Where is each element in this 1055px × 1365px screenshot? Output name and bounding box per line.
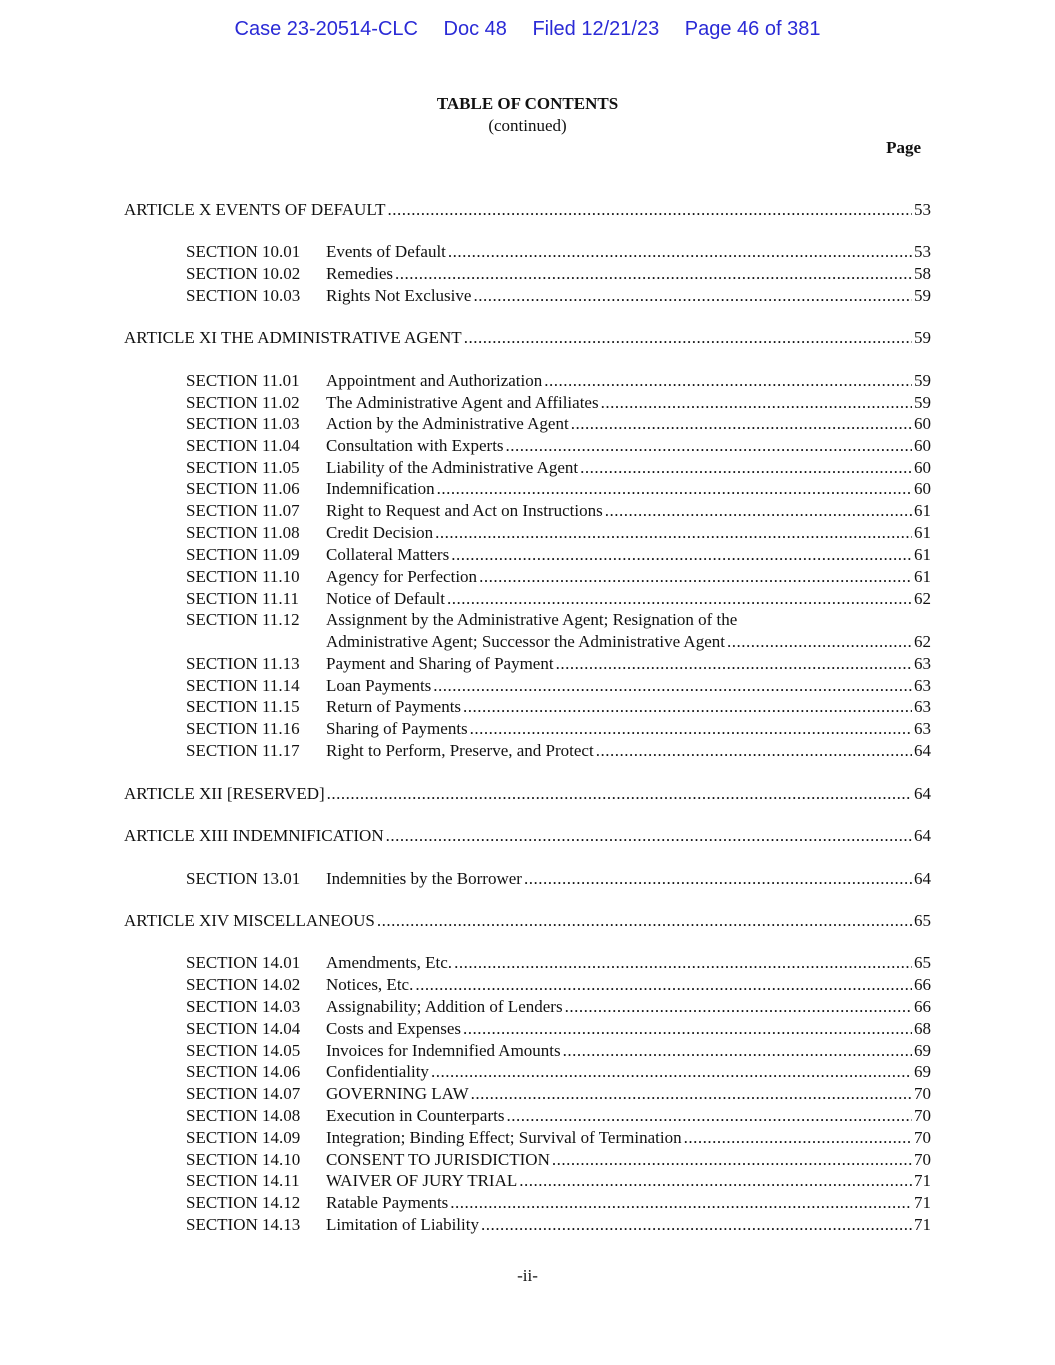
toc-section-row[interactable] — [186, 740, 931, 762]
toc-section-row[interactable] — [186, 1040, 931, 1062]
section-number: SECTION 11.15 — [186, 697, 300, 716]
article-title: ARTICLE X EVENTS OF DEFAULT — [124, 200, 386, 219]
dot-leader — [481, 1214, 912, 1236]
dot-leader — [601, 392, 912, 414]
section-title: Indemnification — [326, 479, 435, 498]
toc-section-row[interactable] — [186, 974, 931, 996]
dot-leader — [463, 696, 912, 718]
page-number: 69 — [914, 1041, 931, 1060]
section-number: SECTION 10.01 — [186, 242, 301, 261]
dot-leader — [388, 199, 912, 221]
page-number: 68 — [914, 1019, 931, 1038]
dot-leader — [470, 718, 912, 740]
section-number: SECTION 14.09 — [186, 1128, 301, 1147]
page-number: 62 — [914, 632, 931, 651]
dot-leader — [506, 1105, 912, 1127]
page-number: 65 — [914, 953, 931, 972]
section-number: SECTION 11.16 — [186, 719, 300, 738]
dot-leader — [506, 435, 912, 457]
section-title: The Administrative Agent and Affiliates — [326, 393, 599, 412]
dot-leader — [451, 544, 912, 566]
dot-leader — [437, 478, 912, 500]
section-number: SECTION 14.11 — [186, 1171, 300, 1190]
dot-leader — [433, 675, 912, 697]
dot-leader — [552, 1149, 912, 1171]
doc-number: Doc 48 — [443, 18, 507, 40]
page-number: 53 — [914, 242, 931, 261]
section-title: Appointment and Authorization — [326, 371, 543, 390]
section-number: SECTION 14.02 — [186, 975, 301, 994]
page-indicator: Page 46 of 381 — [684, 18, 821, 40]
dot-leader — [605, 500, 912, 522]
section-number: SECTION 11.03 — [186, 414, 300, 433]
section-number: SECTION 11.04 — [186, 436, 300, 455]
toc-article-row[interactable] — [124, 199, 931, 221]
toc-section-row[interactable] — [186, 241, 931, 263]
page-number: 53 — [914, 200, 931, 219]
dot-leader — [565, 996, 912, 1018]
article-title: ARTICLE XII [RESERVED] — [124, 784, 325, 803]
page-number: 66 — [914, 975, 931, 994]
dot-leader — [596, 740, 912, 762]
toc-title: TABLE OF CONTENTS — [436, 94, 619, 113]
section-number: SECTION 11.12 — [186, 610, 300, 629]
section-number: SECTION 14.13 — [186, 1215, 301, 1234]
page-number: 63 — [914, 719, 931, 738]
section-title: Notice of Default — [326, 589, 445, 608]
case-number: Case 23-20514-CLC — [234, 18, 418, 40]
page-number: 58 — [914, 264, 931, 283]
toc-section-row[interactable] — [186, 435, 931, 457]
section-title: Collateral Matters — [326, 545, 450, 564]
dot-leader — [415, 974, 912, 996]
dot-leader — [524, 868, 912, 890]
toc-section-row[interactable] — [186, 1192, 931, 1214]
toc-section-row[interactable] — [186, 996, 931, 1018]
section-title: GOVERNING LAW — [326, 1084, 469, 1103]
toc-section-row[interactable] — [186, 588, 931, 610]
section-title: Assignability; Addition of Lenders — [326, 997, 563, 1016]
page-number: 62 — [914, 589, 931, 608]
dot-leader — [431, 1061, 912, 1083]
section-title-continued: Administrative Agent; Successor the Administrative Agent — [326, 632, 725, 651]
toc-section-row[interactable] — [186, 263, 931, 285]
page-column-label: Page — [886, 138, 921, 157]
section-title: Integration; Binding Effect; Survival of Termination — [326, 1128, 682, 1147]
dot-leader — [519, 1170, 912, 1192]
section-number: SECTION 11.09 — [186, 545, 300, 564]
page-number: 69 — [914, 1062, 931, 1081]
page-number: 70 — [914, 1128, 931, 1147]
section-number: SECTION 11.01 — [186, 371, 300, 390]
page-number: 70 — [914, 1084, 931, 1103]
section-number: SECTION 14.06 — [186, 1062, 301, 1081]
dot-leader — [571, 413, 912, 435]
dot-leader — [473, 285, 912, 307]
section-title: Payment and Sharing of Payment — [326, 654, 554, 673]
dot-leader — [544, 370, 912, 392]
section-number: SECTION 14.12 — [186, 1193, 301, 1212]
section-title: CONSENT TO JURISDICTION — [326, 1150, 550, 1169]
page-number: 59 — [914, 371, 931, 390]
article-title: ARTICLE XIII INDEMNIFICATION — [124, 826, 384, 845]
section-title: Rights Not Exclusive — [326, 286, 472, 305]
section-title: Costs and Expenses — [326, 1019, 462, 1038]
toc-subtitle: (continued) — [488, 116, 567, 135]
toc-section-row[interactable] — [186, 718, 931, 740]
toc-section-row[interactable] — [186, 696, 931, 718]
section-title: Right to Perform, Preserve, and Protect — [326, 741, 594, 760]
page-number: 63 — [914, 697, 931, 716]
toc-article-row[interactable] — [124, 327, 931, 349]
toc-section-row[interactable] — [186, 413, 931, 435]
page-number: 59 — [914, 393, 931, 412]
section-title: Action by the Administrative Agent — [326, 414, 569, 433]
article-title: ARTICLE XI THE ADMINISTRATIVE AGENT — [124, 328, 462, 347]
page-number: 60 — [914, 436, 931, 455]
toc-section-row[interactable] — [186, 1214, 931, 1236]
dot-leader — [463, 1018, 912, 1040]
section-title: WAIVER OF JURY TRIAL — [326, 1171, 518, 1190]
dot-leader — [450, 1192, 912, 1214]
page-number: 61 — [914, 501, 931, 520]
page-number: 71 — [914, 1215, 931, 1234]
section-number: SECTION 14.08 — [186, 1106, 301, 1125]
dot-leader — [464, 327, 912, 349]
toc-article-row[interactable] — [124, 825, 931, 847]
dot-leader — [580, 457, 912, 479]
toc-section-row[interactable] — [186, 544, 931, 566]
toc-section-row[interactable] — [186, 1149, 931, 1171]
section-title: Loan Payments — [326, 676, 432, 695]
toc-section-row[interactable] — [186, 868, 931, 890]
section-title: Indemnities by the Borrower — [326, 869, 522, 888]
page-number: 70 — [914, 1150, 931, 1169]
section-title: Amendments, Etc. — [326, 953, 453, 972]
filed-date: Filed 12/21/23 — [532, 18, 660, 40]
toc-section-row[interactable] — [186, 1170, 931, 1192]
section-number: SECTION 11.14 — [186, 676, 300, 695]
section-number: SECTION 10.02 — [186, 264, 301, 283]
article-title: ARTICLE XIV MISCELLANEOUS — [124, 911, 375, 930]
page-number: 71 — [914, 1171, 931, 1190]
dot-leader — [327, 783, 912, 805]
section-number: SECTION 11.05 — [186, 458, 300, 477]
page-number: 64 — [914, 741, 931, 760]
section-number: SECTION 11.06 — [186, 479, 300, 498]
section-title: Events of Default — [326, 242, 446, 261]
section-number: SECTION 14.01 — [186, 953, 301, 972]
page-number: 60 — [914, 479, 931, 498]
section-number: SECTION 11.07 — [186, 501, 300, 520]
dot-leader — [435, 522, 912, 544]
dot-leader — [448, 241, 912, 263]
toc-section-row[interactable] — [186, 1083, 931, 1105]
page-number: 66 — [914, 997, 931, 1016]
case-header — [0, 18, 1055, 41]
page-number: 64 — [914, 784, 931, 803]
toc-section-row[interactable] — [186, 392, 931, 414]
section-number: SECTION 11.08 — [186, 523, 300, 542]
page-number: 64 — [914, 869, 931, 888]
dot-leader — [377, 910, 912, 932]
section-title: Execution in Counterparts — [326, 1106, 505, 1125]
toc-section-row-continued[interactable] — [326, 631, 931, 653]
toc-section-row[interactable] — [186, 1105, 931, 1127]
section-title: Credit Decision — [326, 523, 434, 542]
section-title: Assignment by the Administrative Agent; Resignation of the — [326, 610, 738, 629]
page-number: 63 — [914, 676, 931, 695]
dot-leader — [563, 1040, 912, 1062]
section-title: Notices, Etc. — [326, 975, 414, 994]
section-number: SECTION 14.07 — [186, 1084, 301, 1103]
page-number: 59 — [914, 286, 931, 305]
toc-section-row[interactable] — [186, 1127, 931, 1149]
toc-section-row[interactable] — [186, 609, 931, 631]
section-title: Ratable Payments — [326, 1193, 449, 1212]
toc-article-row[interactable] — [124, 783, 931, 805]
page-number: 61 — [914, 567, 931, 586]
toc-section-row[interactable] — [186, 457, 931, 479]
section-title: Return of Payments — [326, 697, 462, 716]
section-number: SECTION 11.02 — [186, 393, 300, 412]
page-number: 70 — [914, 1106, 931, 1125]
page-number: 60 — [914, 414, 931, 433]
toc-article-row[interactable] — [124, 910, 931, 932]
toc-section-row[interactable] — [186, 1018, 931, 1040]
dot-leader — [479, 566, 912, 588]
section-number: SECTION 14.03 — [186, 997, 301, 1016]
section-number: SECTION 11.17 — [186, 741, 300, 760]
toc-section-row[interactable] — [186, 478, 931, 500]
section-number: SECTION 10.03 — [186, 286, 301, 305]
section-title: Sharing of Payments — [326, 719, 468, 738]
dot-leader — [386, 825, 912, 847]
section-title: Remedies — [326, 264, 394, 283]
page-number: 59 — [914, 328, 931, 347]
section-number: SECTION 11.13 — [186, 654, 300, 673]
dot-leader — [454, 952, 912, 974]
section-title: Liability of the Administrative Agent — [326, 458, 579, 477]
toc-section-row[interactable] — [186, 566, 931, 588]
section-number: SECTION 14.04 — [186, 1019, 301, 1038]
section-title: Consultation with Experts — [326, 436, 504, 455]
dot-leader — [556, 653, 912, 675]
section-number: SECTION 14.05 — [186, 1041, 301, 1060]
page-number: 60 — [914, 458, 931, 477]
section-number: SECTION 11.11 — [186, 589, 300, 608]
section-title: Limitation of Liability — [326, 1215, 479, 1234]
dot-leader — [395, 263, 912, 285]
toc-section-row[interactable] — [186, 285, 931, 307]
toc-section-row[interactable] — [186, 952, 931, 974]
page-number: 63 — [914, 654, 931, 673]
dot-leader — [684, 1127, 912, 1149]
page-number: 61 — [914, 523, 931, 542]
page-number: 61 — [914, 545, 931, 564]
page-number: 65 — [914, 911, 931, 930]
section-number: SECTION 14.10 — [186, 1150, 301, 1169]
footer-page-number: -ii- — [517, 1266, 538, 1285]
section-number: SECTION 11.10 — [186, 567, 300, 586]
page-number: 71 — [914, 1193, 931, 1212]
dot-leader — [447, 588, 912, 610]
toc-section-row[interactable] — [186, 522, 931, 544]
toc-section-row[interactable] — [186, 500, 931, 522]
dot-leader — [471, 1083, 912, 1105]
toc-section-row[interactable] — [186, 653, 931, 675]
toc-section-row[interactable] — [186, 370, 931, 392]
page-number: 64 — [914, 826, 931, 845]
toc-section-row[interactable] — [186, 1061, 931, 1083]
section-title: Right to Request and Act on Instructions — [326, 501, 603, 520]
section-title: Agency for Perfection — [326, 567, 478, 586]
dot-leader — [727, 631, 912, 653]
section-title: Invoices for Indemnified Amounts — [326, 1041, 561, 1060]
section-number: SECTION 13.01 — [186, 869, 301, 888]
toc-section-row[interactable] — [186, 675, 931, 697]
section-title: Confidentiality — [326, 1062, 429, 1081]
